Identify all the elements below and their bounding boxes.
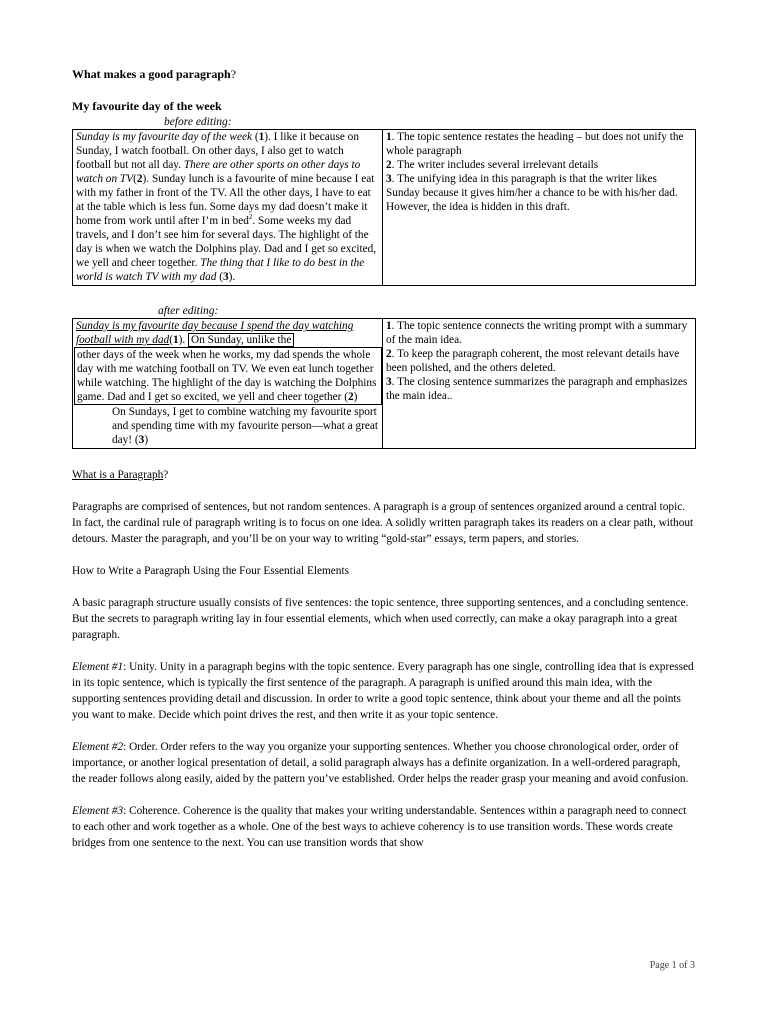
supporting-box-start: On Sunday, unlike the xyxy=(188,333,294,347)
before-editing-label: before editing: xyxy=(164,116,232,128)
note-item: 2. To keep the paragraph coherent, the most relevant details have been polished, and the others deleted. xyxy=(386,348,680,374)
element-3-paragraph: Element #3: Coherence. Coherence is the quality that makes your writing understandable. Sentences within a paragraph need to connect to each other and work together as a whole. One of the best ways to achieve coherency is to use transition words. These words create bridges from one sentence to the next. You can use transition words that show xyxy=(72,805,687,849)
page-number: Page 1 of 3 xyxy=(649,960,695,971)
before-paragraph-cell: Sunday is my favourite day of the week (1). I like it because on Sunday, I watch football. On other days, I also get to watch football but not all day. There are other sports on other days to watch on TV(2). Sunday lunch is a favourite of mine because I eat with my father in front of the TV. All the other days, I have to eat at the table which is less fun. Some days my dad doesn’t make it home from work until after I’m in bed$^2$. Some weeks my dad travels, and I don’t see him for several days. The highlight of the day is when we watch the Dolphins play. Dad and I get so excited, we yell and cheer together. The thing that I like to do best in the world is watch TV with my dad (3). xyxy=(73,130,383,286)
note-item: 1. The topic sentence connects the writing prompt with a summary of the main idea. xyxy=(386,320,688,346)
before-editing-table xyxy=(72,129,696,286)
how-to-heading: How to Write a Paragraph Using the Four Essential Elements xyxy=(72,565,349,577)
how-to-text: A basic paragraph structure usually consists of five sentences: the topic sentence, three supporting sentences, and a concluding sentence. But the secrets to paragraph writing lay in four essential elements, which when used correctly, can make a okay paragraph into a great paragraph. xyxy=(72,597,689,641)
closing-sentence: On Sundays, I get to combine watching my favourite sport and spending time with my favourite person—what a great day! (3) xyxy=(112,406,379,446)
what-is-paragraph-heading: What is a Paragraph? xyxy=(72,469,169,481)
topic-sentence: Sunday is my favourite day because I spend the day watching football with my dad xyxy=(76,320,354,346)
note-item: 3. The closing sentence summarizes the paragraph and emphasizes the main idea.. xyxy=(386,376,688,402)
note-item: 1. The topic sentence restates the heading – but does not unify the whole paragraph xyxy=(386,131,684,157)
after-editing-label: after editing: xyxy=(158,305,219,317)
after-editing-table xyxy=(72,318,696,449)
supporting-sentences-box: other days of the week when he works, my dad spends the whole day with me watching football on TV. We even eat lunch together while watching. The highlight of the day is watching the Dolphins game. Dad and I get so excited, we yell and cheer together (2) xyxy=(74,347,382,405)
after-paragraph-cell: Sunday is my favourite day because I spend the day watching football with my dad(1). On Sunday, unlike the other days of the week when he works, my dad spends the whole day with me watching football on TV. We even eat lunch together while watching. The highlight of the day is watching the Dolphins game. Dad and I get so excited, we yell and cheer together (2) On Sundays, I get to combine watching my favourite sport and spending time with my favourite person—what a great day! (3) xyxy=(73,319,383,449)
document-page xyxy=(72,66,696,851)
document-title: What makes a good paragraph? xyxy=(72,67,237,81)
note-item: 2. The writer includes several irrelevant details xyxy=(386,159,599,171)
what-is-paragraph-text: Paragraphs are comprised of sentences, but not random sentences. A paragraph is a group of sentences organized around a central topic. In fact, the cardinal rule of paragraph writing is to focus on one idea. A solidly written paragraph takes its readers on a clear path, without detours. Master the paragraph, and you’ll be on your way to writing “gold-star” essays, term papers, and stories. xyxy=(72,501,694,545)
note-item: 3. The unifying idea in this paragraph is that the writer likes Sunday because it gives him/her a chance to be with his/her dad. However, the idea is hidden in this draft. xyxy=(386,173,678,213)
element-2-paragraph: Element #2: Order. Order refers to the way you organize your supporting sentences. Whether you choose chronological order, order of importance, or another logical presentation of detail, a solid paragraph always has a definite organization. In a well-ordered paragraph, the reader follows along easily, aided by the pattern you’ve established. Order helps the reader grasp your meaning and avoid confusion. xyxy=(72,741,689,785)
before-notes-cell xyxy=(383,130,696,286)
element-1-paragraph: Element #1: Unity. Unity in a paragraph begins with the topic sentence. Every paragraph has one single, controlling idea that is expressed in its topic sentence, which is typically the first sentence of the paragraph. A paragraph is unified around this main idea, with the supporting sentences providing detail and discussion. In order to write a good topic sentence, think about your theme and all the points you want to make. Decide which point drives the rest, and then write it as your topic sentence. xyxy=(72,661,694,721)
section-title: My favourite day of the week xyxy=(72,99,222,113)
after-notes-cell xyxy=(383,319,696,449)
